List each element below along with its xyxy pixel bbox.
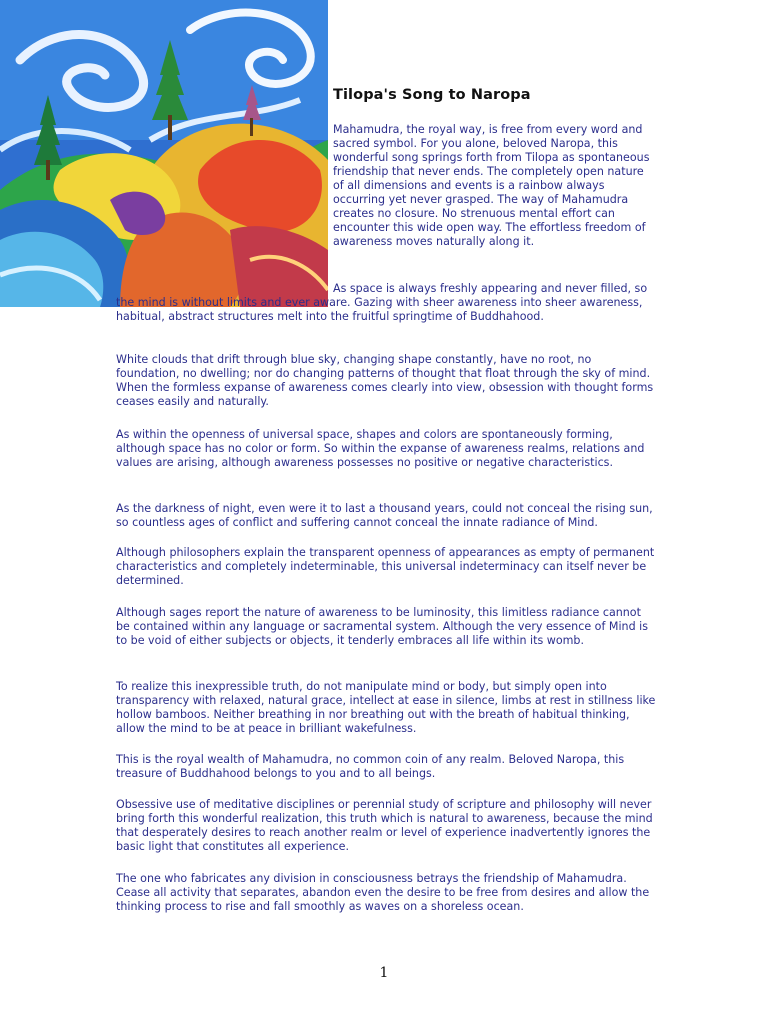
paragraph-4: As within the openness of universal space, shapes and colors are spontaneously forming, although space has no color or form. So within the expanse of awareness realms, relations and values are arising, although awareness possesses no positive or negative characteristics. xyxy=(116,428,645,469)
paragraph-2: As space is always freshly appearing and never filled, so the mind is without limits and ever aware. Gazing with sheer awareness into sheer awareness, habitual, abstract structures melt into the fruitful springtime of Buddhahood. xyxy=(116,282,648,323)
paragraph-8: To realize this inexpressible truth, do not manipulate mind or body, but simply open into transparency with relaxed, natural grace, intellect at ease in silence, limbs at rest in stillness like hollow bamboos. Neither breathing in nor breathing out with the breath of habitual thinking, allow the mind to be at peace in brilliant wakefulness. xyxy=(116,680,656,735)
paragraph-3: White clouds that drift through blue sky, changing shape constantly, have no root, no foundation, no dwelling; nor do changing patterns of thought that float through the sky of mind. When the formless expanse of awareness comes clearly into view, obsession with thought forms ceases easily and naturally. xyxy=(116,353,654,408)
paragraph-9: This is the royal wealth of Mahamudra, no common coin of any realm. Beloved Naropa, this treasure of Buddhahood belongs to you and to all beings. xyxy=(116,753,625,780)
cover-painting xyxy=(0,0,328,307)
paragraph-5: As the darkness of night, even were it to last a thousand years, could not conceal the rising sun, so countless ages of conflict and suffering cannot conceal the innate radiance of Mind. xyxy=(116,502,653,529)
document-title: Tilopa's Song to Naropa xyxy=(333,87,531,103)
paragraph-1: Mahamudra, the royal way, is free from every word and sacred symbol. For you alone, beloved Naropa, this wonderful song springs forth from Tilopa as spontaneous friendship that never ends. The completely open nature of all dimensions and events is a rainbow always occurring yet never grasped. The way of Mahamudra creates no closure. No strenuous mental effort can encounter this wide open way. The effortless freedom of awareness moves naturally along it. xyxy=(333,123,650,248)
page-number: 1 xyxy=(379,965,389,981)
paragraph-11: The one who fabricates any division in consciousness betrays the friendship of Mahamudra. Cease all activity that separates, abandon even the desire to be free from desires and allow the thinking process to rise and fall smoothly as waves on a shoreless ocean. xyxy=(116,872,650,913)
paragraph-2-block xyxy=(116,282,656,324)
paragraph-7: Although sages report the nature of awareness to be luminosity, this limitless radiance cannot be contained within any language or sacramental system. Although the very essence of Mind is to be void of either subjects or objects, it tenderly embraces all life within its womb. xyxy=(116,606,649,647)
paragraph-10: Obsessive use of meditative disciplines or perennial study of scripture and philosophy will never bring forth this wonderful realization, this truth which is natural to awareness, because the mind that desperately desires to reach another realm or level of experience inadvertently ignores the basic light that constitutes all experience. xyxy=(116,798,653,853)
paragraph-6: Although philosophers explain the transparent openness of appearances as empty of permanent characteristics and completely indeterminable, this universal indeterminacy can itself never be determined. xyxy=(116,546,655,587)
